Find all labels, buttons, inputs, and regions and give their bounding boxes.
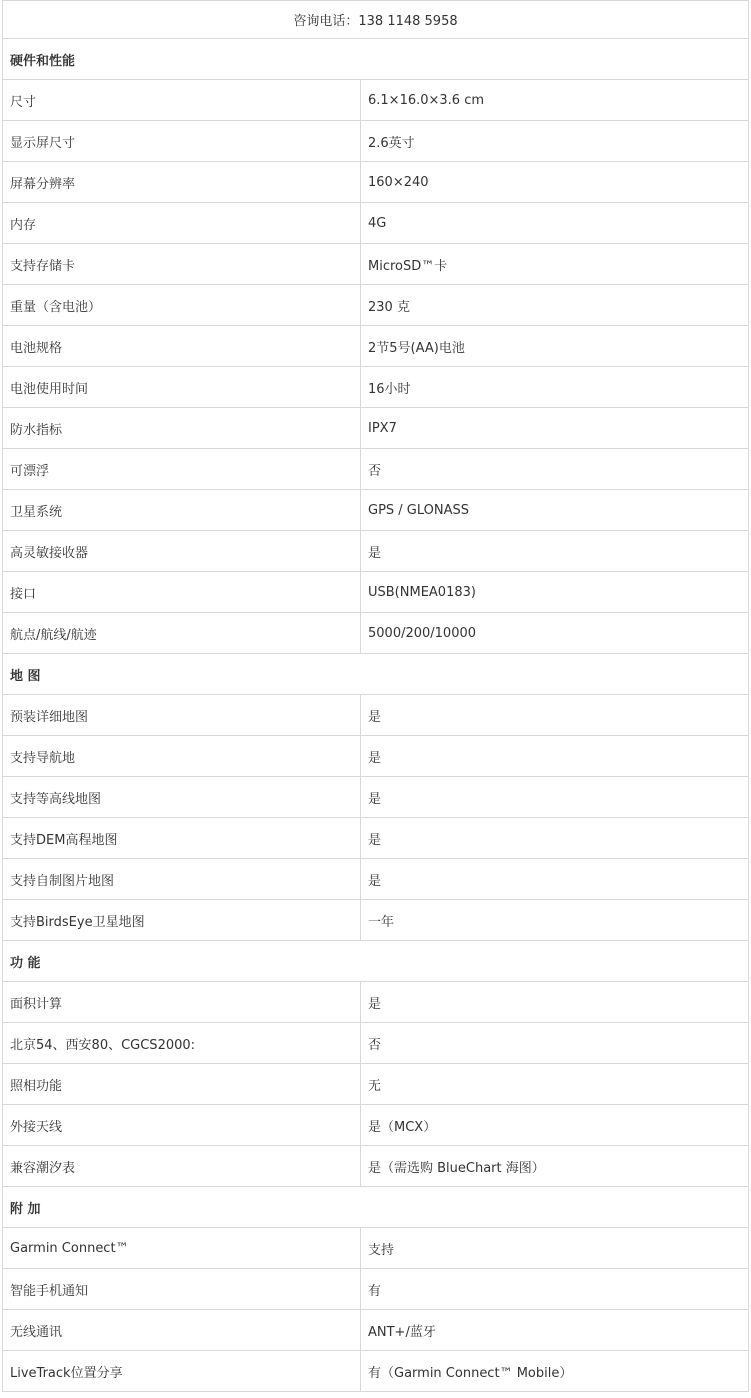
spec-row	[3, 777, 749, 818]
spec-row	[3, 203, 749, 244]
spec-value: 16小时	[361, 367, 749, 408]
spec-label: 支持BirdsEye卫星地图	[3, 900, 361, 941]
spec-row	[3, 695, 749, 736]
spec-label: 北京54、西安80、CGCS2000:	[3, 1023, 361, 1064]
section-title: 硬件和性能	[3, 39, 749, 80]
spec-table-body	[3, 1, 749, 1392]
spec-value: 2.6英寸	[361, 121, 749, 162]
spec-row	[3, 80, 749, 121]
spec-value: IPX7	[361, 408, 749, 449]
spec-value: 是（MCX）	[361, 1105, 749, 1146]
spec-label: 无线通讯	[3, 1310, 361, 1351]
spec-value: 是	[361, 859, 749, 900]
spec-value: 4G	[361, 203, 749, 244]
spec-row	[3, 818, 749, 859]
spec-label: 高灵敏接收器	[3, 531, 361, 572]
spec-row	[3, 1064, 749, 1105]
spec-row	[3, 1351, 749, 1392]
section-row	[3, 654, 749, 695]
spec-label: 支持导航地	[3, 736, 361, 777]
spec-value: 有（Garmin Connect™ Mobile）	[361, 1351, 749, 1392]
spec-label: 支持等高线地图	[3, 777, 361, 818]
spec-label: 电池使用时间	[3, 367, 361, 408]
spec-row	[3, 449, 749, 490]
section-row	[3, 1187, 749, 1228]
spec-row	[3, 1269, 749, 1310]
contact-row	[3, 1, 749, 39]
spec-label: 支持自制图片地图	[3, 859, 361, 900]
spec-value: 是	[361, 531, 749, 572]
spec-label: 显示屏尺寸	[3, 121, 361, 162]
contact-phone: 咨询电话：138 1148 5958	[3, 1, 749, 39]
spec-row	[3, 285, 749, 326]
spec-row	[3, 982, 749, 1023]
spec-label: 兼容潮汐表	[3, 1146, 361, 1187]
spec-row	[3, 531, 749, 572]
spec-row	[3, 162, 749, 203]
spec-row	[3, 1105, 749, 1146]
spec-row	[3, 326, 749, 367]
section-title: 功 能	[3, 941, 749, 982]
spec-label: 智能手机通知	[3, 1269, 361, 1310]
spec-label: 卫星系统	[3, 490, 361, 531]
spec-label: 电池规格	[3, 326, 361, 367]
spec-row	[3, 900, 749, 941]
spec-label: 尺寸	[3, 80, 361, 121]
spec-value: 支持	[361, 1228, 749, 1269]
spec-value: 是	[361, 818, 749, 859]
spec-label: LiveTrack位置分享	[3, 1351, 361, 1392]
spec-value: 是	[361, 777, 749, 818]
spec-row	[3, 367, 749, 408]
spec-row	[3, 613, 749, 654]
spec-row	[3, 736, 749, 777]
spec-value: ANT+/蓝牙	[361, 1310, 749, 1351]
spec-value: 是	[361, 736, 749, 777]
spec-row	[3, 1228, 749, 1269]
spec-value: GPS / GLONASS	[361, 490, 749, 531]
spec-value: MicroSD™卡	[361, 244, 749, 285]
spec-value: 无	[361, 1064, 749, 1105]
section-title: 地 图	[3, 654, 749, 695]
spec-row	[3, 244, 749, 285]
spec-label: 防水指标	[3, 408, 361, 449]
spec-label: 重量（含电池）	[3, 285, 361, 326]
spec-row	[3, 572, 749, 613]
spec-value: 5000/200/10000	[361, 613, 749, 654]
spec-label: 屏幕分辨率	[3, 162, 361, 203]
spec-row	[3, 408, 749, 449]
spec-value: 一年	[361, 900, 749, 941]
spec-row	[3, 1023, 749, 1064]
spec-value: 否	[361, 1023, 749, 1064]
spec-value: 是（需选购 BlueChart 海图）	[361, 1146, 749, 1187]
spec-label: 内存	[3, 203, 361, 244]
spec-value: 230 克	[361, 285, 749, 326]
spec-value: USB(NMEA0183)	[361, 572, 749, 613]
spec-value: 是	[361, 982, 749, 1023]
spec-label: 接口	[3, 572, 361, 613]
spec-value: 160×240	[361, 162, 749, 203]
section-row	[3, 941, 749, 982]
spec-row	[3, 1310, 749, 1351]
spec-row	[3, 490, 749, 531]
section-title: 附 加	[3, 1187, 749, 1228]
spec-label: 外接天线	[3, 1105, 361, 1146]
spec-value: 有	[361, 1269, 749, 1310]
spec-row	[3, 1146, 749, 1187]
spec-row	[3, 121, 749, 162]
spec-label: 预装详细地图	[3, 695, 361, 736]
spec-label: 支持存储卡	[3, 244, 361, 285]
spec-label: 支持DEM高程地图	[3, 818, 361, 859]
spec-row	[3, 859, 749, 900]
spec-value: 是	[361, 695, 749, 736]
spec-label: 可漂浮	[3, 449, 361, 490]
section-row	[3, 39, 749, 80]
spec-value: 2节5号(AA)电池	[361, 326, 749, 367]
spec-table	[2, 0, 749, 1392]
spec-label: 面积计算	[3, 982, 361, 1023]
spec-label: 照相功能	[3, 1064, 361, 1105]
spec-value: 否	[361, 449, 749, 490]
spec-label: Garmin Connect™	[3, 1228, 361, 1269]
spec-label: 航点/航线/航迹	[3, 613, 361, 654]
spec-value: 6.1×16.0×3.6 cm	[361, 80, 749, 121]
